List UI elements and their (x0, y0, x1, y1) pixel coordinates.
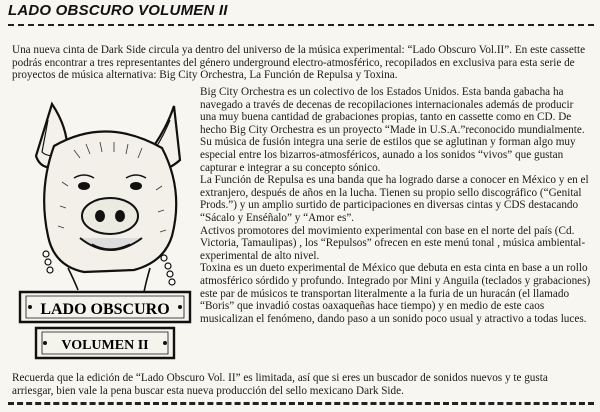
paragraph-toxina: Toxina es un dueto experimental de México que debuta en esta cinta en base a un rollo atmosférico sórdido y profundo. Integrado por Mini y Anguila (teclados y grabaciones) este par de músicos te transportan literalmente a la furia de un huracán (el llamado “Boris” que invadió costas oaxaqueñas hace tiempo) y en medio de este caos musicalizan el fenómeno, dando paso a un sonido poco usual y atractivo a todas luces. (200, 262, 591, 325)
paragraph-big-city-orchestra: Big City Orchestra es un colectivo de los Estados Unidos. Esta banda gabacha ha navegado a través de decenas de recopilaciones internacionales además de producir una muy buena cantidad de grabaciones propias, tanto en cassette como en CD. De hecho Big City Orchestra es un proyecto “Made in U.S.A.”reconocido mundialmente. (200, 86, 585, 136)
pig-logo-illustration (14, 86, 196, 368)
paragraph-funcion-de-repulsa: La Función de Repulsa es una banda que ha logrado darse a conocer en México y en el extranjero, después de años en la lucha. Tienen su propio sello discográfico (“Genital Prods.”) y un amplio surtido de participaciones en diversas cintas y CDS destacando “Sácalo y Enséñalo” y “Amor es”. (200, 174, 589, 224)
footer-divider (8, 402, 594, 405)
logo-line-1: LADO OBSCURO (40, 301, 170, 318)
article-right-column (200, 86, 592, 325)
closing-paragraph: Recuerda que la edición de “Lado Obscuro Vol. II” es limitada, así que si eres un buscador de sonidos nuevos y te gusta arriesgar, bien vale la pena buscar esta nueva producción del sello mexicano Dark Side. (12, 372, 548, 397)
logo-line-2: VOLUMEN II (61, 338, 149, 353)
paragraph-repulsos-promoters: Activos promotores del movimiento experimental con base en el norte del país (Cd. Victoria, Tamaulipas) , los “Repulsos” ofrecen en este menú tonal , música ambiental-experimental de alto nivel. (200, 224, 586, 262)
paragraph-music-fusion: Su música de fusión integra una serie de estilos que se aglutinan y forman algo muy especial entre los bizarros-atmosféricos, aunado a los sonidos “vivos” que gustan capturar e integrar a su concepto sónico. (200, 136, 576, 174)
intro-paragraph: Una nueva cinta de Dark Side circula ya dentro del universo de la música experimental: “Lado Obscuro Vol.II”. En este cassette podrás encontrar a tres representantes del género underground electro-atmosférico, recopilados en exclusiva para esta serie de proyectos de música alternativa: Big City Orchestra, La Función de Repulsa y Toxina. (12, 44, 586, 82)
headline-divider (8, 24, 594, 26)
page-headline: LADO OBSCURO VOLUMEN II (8, 2, 228, 19)
